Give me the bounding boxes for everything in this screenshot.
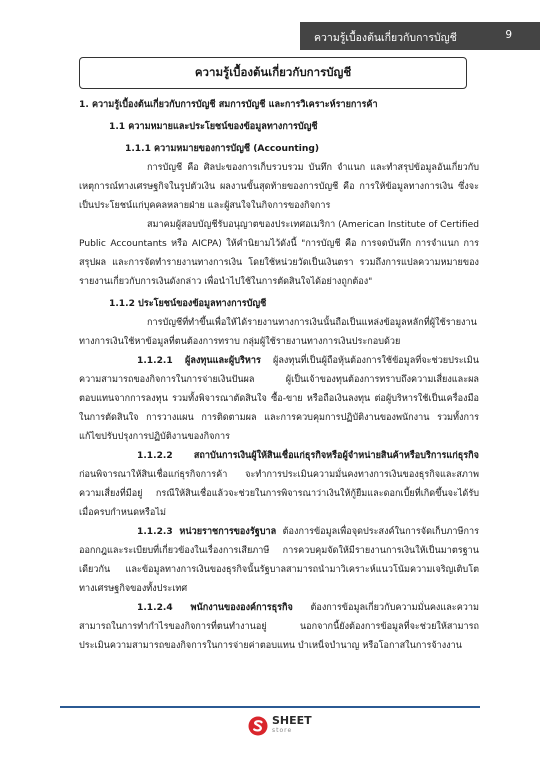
logo-subtext: store: [272, 727, 293, 734]
paragraph-users-intro: การบัญชีที่ทำขึ้นเพื่อให้ได้รายงานทางการเงินนั้นถือเป็นแหล่งข้อมูลหลักที่ผู้ใช้รายงานทางการเงินใช้หาข้อมูลที่ตนต้องการทราบ กลุ่มผู้ใช้รายงานทางการเงินประกอบด้วย: [79, 318, 477, 347]
item-investors: [79, 352, 479, 447]
header-title: ความรู้เบื้องต้นเกี่ยวกับการบัญชี: [314, 32, 457, 44]
page-header: [300, 22, 540, 50]
item-creditors: [79, 447, 479, 523]
item-creditors-heading: 1.1.2.2 สถาบันการเงินผู้ให้สินเชื่อแก่ธุรกิจหรือผู้จำหน่ายสินค้าหรือบริการแก่ธุรกิจ: [137, 451, 479, 461]
item-government: [79, 523, 479, 599]
sheet-store-logo: [248, 716, 312, 736]
section-1-1-1-heading: 1.1.1 ความหมายของการบัญชี (Accounting): [125, 144, 320, 154]
item-investors-heading: 1.1.2.1 ผู้ลงทุนและผู้บริหาร: [137, 356, 261, 366]
item-employees-heading: 1.1.2.4 พนักงานขององค์การธุรกิจ: [137, 603, 293, 613]
chapter-title-box: [79, 57, 467, 89]
document-body: [79, 93, 479, 656]
section-1-heading: 1. ความรู้เบื้องต้นเกี่ยวกับการบัญชี สมการบัญชี และการวิเคราะห์รายการค้า: [79, 100, 378, 110]
item-investors-text: ผู้ลงทุนที่เป็นผู้ถือหุ้นต้องการใช้ข้อมูลที่จะช่วยประเมินความสามารถของกิจการในการจ่ายเงินปันผล ผู้เป็นเจ้าของทุนต้องการทราบถึงความเสี่ยงและผลตอบแทนจากการลงทุน รวมทั้งพิจารณาตัดสินใจ ซื้อ-ขาย หรือถือเงินลงทุน ต่อผู้บริหารใช้เป็นเครื่องมือในการตัดสินใจ การวางแผน การติดตามผล และการควบคุมการปฏิบัติงานของพนักงาน รวมทั้งการแก้ไขปรับปรุงการปฏิบัติงานของกิจการ: [79, 356, 479, 442]
paragraph-accounting-definition: การบัญชี คือ ศิลปะของการเก็บรวบรวม บันทึก จำแนก และทำสรุปข้อมูลอันเกี่ยวกับเหตุการณ์ทางเศรษฐกิจในรูปตัวเงิน ผลงานขั้นสุดท้ายของการบัญชี คือ การให้ข้อมูลทางการเงิน ซึ่งจะเป็นประโยชน์แก่บุคคลหลายฝ่าย และผู้สนใจในกิจการของกิจการ: [79, 163, 479, 211]
section-1-1-heading: 1.1 ความหมายและประโยชน์ของข้อมูลทางการบัญชี: [109, 122, 318, 132]
paragraph-aicpa-definition: สมาคมผู้สอบบัญชีรับอนุญาตของประเทศอเมริกา (American Institute of Certified Public Accountants หรือ AICPA) ให้คำนิยามไว้ดังนี้ "การบัญชี คือ การจดบันทึก การจำแนก การสรุปผล และการจัดทำรายงานทางการเงิน โดยใช้หน่วยวัดเป็นเงินตรา รวมถึงการแปลความหมายของรายงานเกี่ยวกับการเงินดังกล่าว เพื่อนำไปใช้ในการตัดสินใจได้อย่างถูกต้อง": [79, 220, 480, 287]
chapter-title: ความรู้เบื้องต้นเกี่ยวกับการบัญชี: [194, 65, 352, 79]
logo-name: SHEET: [272, 714, 312, 727]
footer-divider: [60, 706, 480, 708]
item-creditors-text: ก่อนพิจารณาให้สินเชื่อแก่ธุรกิจการค้า จะทำการประเมินความมั่นคงทางการเงินของธุรกิจและสภาพความเสี่ยงที่มีอยู่ กรณีให้สินเชื่อแล้วจะช่วยในการพิจารณาว่าเงินให้กู้ยืมและดอกเบี้ยที่เกิดขึ้นจะได้รับเมื่อครบกำหนดหรือไม่: [79, 470, 479, 518]
item-employees: [79, 599, 479, 656]
page-number: 9: [505, 29, 512, 41]
section-1-1-2-heading: 1.1.2 ประโยชน์ของข้อมูลทางการบัญชี: [109, 299, 267, 309]
item-employees-text: ต้องการข้อมูลเกี่ยวกับความมั่นคงและความสามารถในการทำกำไรของกิจการที่ตนทำงานอยู่ นอกจากนี้ยังต้องการข้อมูลที่จะช่วยให้สามารถประเมินความสามารถของกิจการในการจ่ายค่าตอบแทน บำเหน็จบำนาญ หรือโอกาสในการจ้างงาน: [79, 603, 479, 651]
item-government-text: ต้องการข้อมูลเพื่อจุดประสงค์ในการจัดเก็บภาษีการออกกฎและระเบียบที่เกี่ยวข้องในเรื่องการเสียภาษี การควบคุมจัดให้มีรายงานการเงินให้เป็นมาตรฐานเดียวกัน และข้อมูลทางการเงินของธุรกิจนั้นรัฐบาลสามารถนำมาวิเคราะห์แนวโน้มความเจริญเติบโตทางเศรษฐกิจของทั้งประเทศ: [79, 527, 479, 594]
item-government-heading: 1.1.2.3 หน่วยราชการของรัฐบาล: [137, 527, 277, 537]
sheet-logo-icon: [248, 716, 268, 736]
